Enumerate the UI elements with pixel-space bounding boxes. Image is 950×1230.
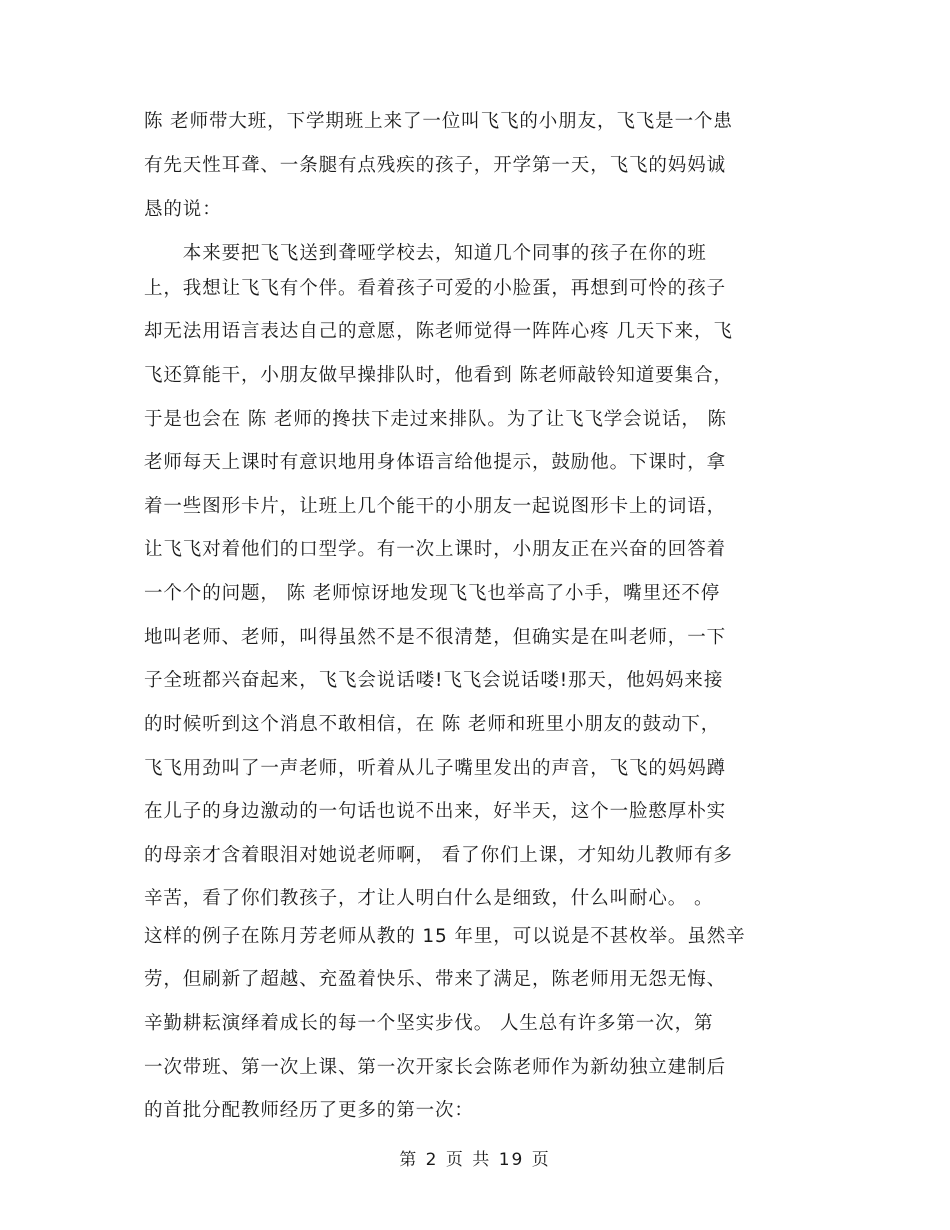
page-footer: 第 2 页 共 19 页 (399, 1150, 551, 1170)
text-line: 飞还算能干，小朋友做早操排队时，他看到 陈老师敲铃知道要集合， (144, 365, 733, 386)
text-line: 劳，但刷新了超越、充盈着快乐、带来了满足，陈老师用无怨无悔、 (144, 969, 727, 990)
text-line: 飞飞用劲叫了一声老师，听着从儿子嘴里发出的声音，飞飞的妈妈蹲 (144, 758, 727, 779)
text-line: 一个个的问题， 陈 老师惊讶地发现飞飞也举高了小手，嘴里还不停 (144, 583, 721, 604)
text-line: 一次带班、第一次上课、第一次开家长会陈老师作为新幼独立建制后 (144, 1057, 727, 1078)
text-line: 老师每天上课时有意识地用身体语言给他提示，鼓励他。下课时，拿 (144, 452, 727, 473)
text-line: 陈 老师带大班，下学期班上来了一位叫飞飞的小朋友，飞飞是一个患 (144, 111, 733, 132)
text-line: 的时候听到这个消息不敢相信，在 陈 老师和班里小朋友的鼓动下， (144, 714, 721, 735)
text-line: 地叫老师、老师，叫得虽然不是不很清楚，但确实是在叫老师，一下 (144, 627, 727, 648)
text-line: 让飞飞对着他们的口型学。有一次上课时，小朋友正在兴奋的回答着 (144, 539, 727, 560)
text-line: 着一些图形卡片，让班上几个能干的小朋友一起说图形卡上的词语， (144, 496, 727, 517)
text-line: 本来要把飞飞送到聋哑学校去，知道几个同事的孩子在你的班 (144, 243, 707, 264)
text-line: 子全班都兴奋起来，飞飞会说话喽!飞飞会说话喽!那天，他妈妈来接 (144, 670, 724, 691)
text-line: 于是也会在 陈 老师的搀扶下走过来排队。为了让飞飞学会说话， 陈 (144, 409, 727, 430)
text-line: 的母亲才含着眼泪对她说老师啊， 看了你们上课，才知幼儿教师有多 (144, 845, 733, 866)
text-line: 在儿子的身边激动的一句话也说不出来，好半天，这个一脸憨厚朴实 (144, 801, 727, 822)
text-line: 辛勤耕耘演绎着成长的每一个坚实步伐。 人生总有许多第一次，第 (144, 1013, 714, 1034)
text-line: 恳的说： (144, 199, 222, 220)
text-line: 辛苦，看了你们教孩子，才让人明白什么是细致，什么叫耐心。 。 (144, 888, 714, 909)
text-line: 上，我想让飞飞有个伴。看着孩子可爱的小脸蛋，再想到可怜的孩子 (144, 278, 727, 299)
text-line: 却无法用语言表达自己的意愿，陈老师觉得一阵阵心疼 几天下来，飞 (144, 321, 733, 342)
text-line: 有先天性耳聋、一条腿有点残疾的孩子，开学第一天，飞飞的妈妈诚 (144, 155, 727, 176)
text-line: 的首批分配教师经历了更多的第一次： (144, 1100, 474, 1121)
text-line: 这样的例子在陈月芳老师从教的 15 年里，可以说是不甚枚举。虽然辛 (144, 926, 746, 947)
